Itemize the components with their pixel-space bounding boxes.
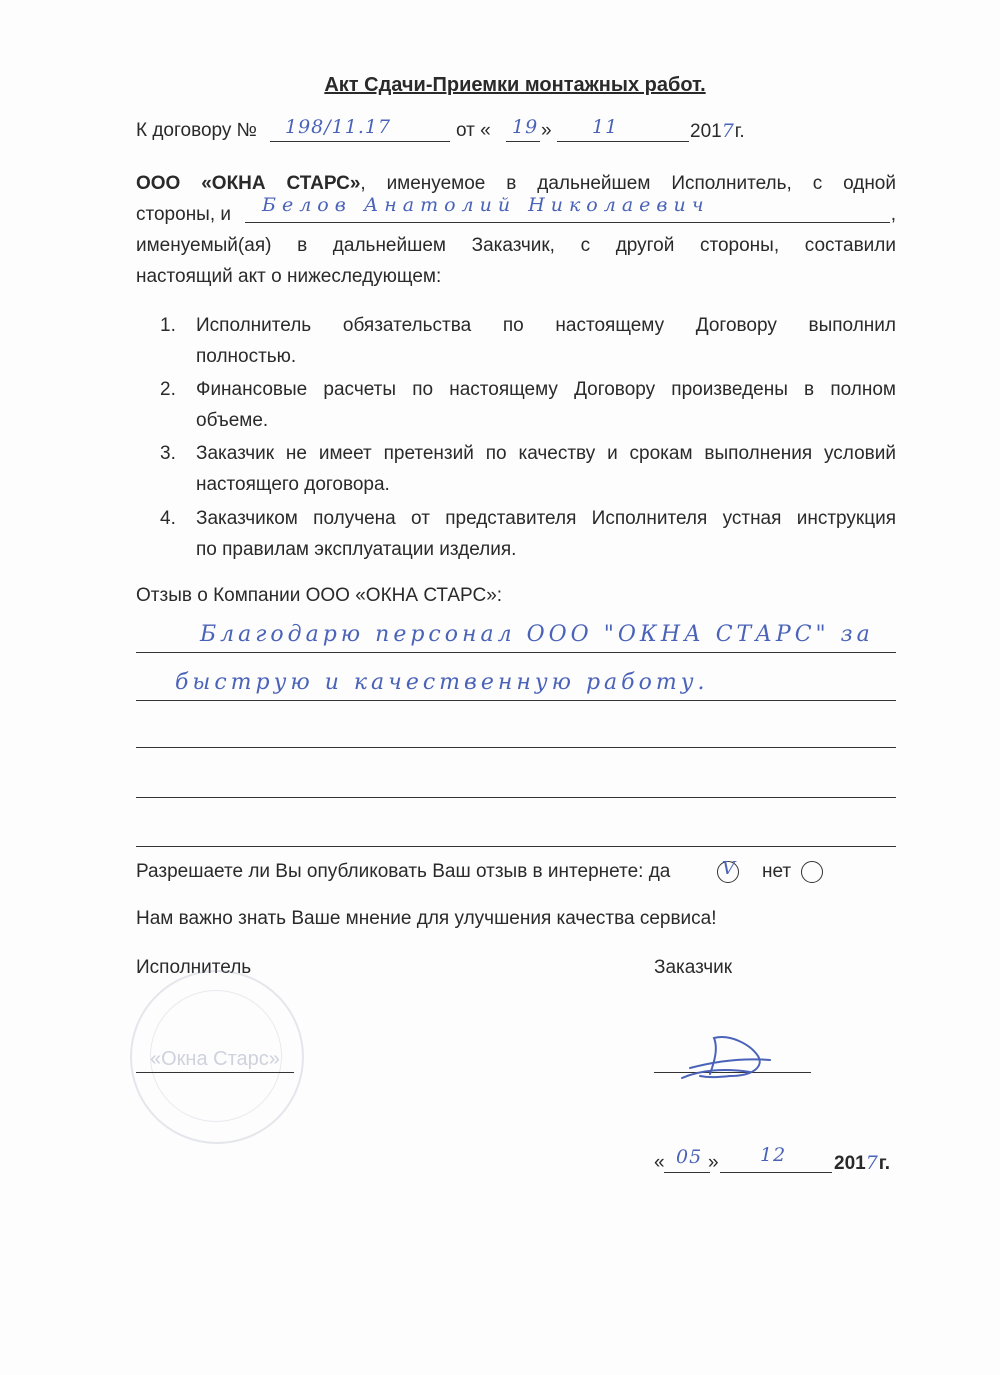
contract-number: 198/11.17 xyxy=(285,116,392,138)
customer-signature xyxy=(670,1030,780,1090)
contract-day-underline xyxy=(506,141,540,142)
review-line-4 xyxy=(136,797,896,798)
review-line-5 xyxy=(136,846,896,847)
contract-month: 11 xyxy=(592,116,619,138)
customer-label: Заказчик xyxy=(654,957,733,978)
review-text-2: быструю и качественную работу. xyxy=(175,670,709,695)
document-page: Акт Сдачи-Приемки монтажных работ. К договору № 198/11.17 от « 19 » 11 2017г. ООО «ОКНА СТАРС», именуемое в дальнейшем Исполнитель, с одной стороны, и , именуемый(ая) в дальнейшем Заказчик, с другой стороны, составили настоящий акт о нижеследующем: Белов Анатолий Николаевич 1. Исполнитель обязательства по настоящему Договору выполнил полностью. 2. Финансовые расчеты по настоящему Договору произведены в полном объеме. 3. Заказчик не имеет претензий по качеству и срокам выполнения условий настоящего договора. 4. Заказчиком получена от представителя Исполнителя устная инструкция по правилам эксплуатации изделия. Отзыв о Компании ООО «ОКНА СТАРС»: Благодарю персонал ООО "ОКНА СТАРС" за быструю и качественную работу. Разрешаете ли Вы опубликовать Ваш отзыв в интернете: да V нет Нам важно знать Ваше мнение для улучшения качества сервиса! Исполнитель Заказчик «Окна Старс» « 05 » 12 2017г. xyxy=(0,0,1000,1375)
review-line-2 xyxy=(136,700,896,701)
parties-line-3: именуемый(ая) в дальнейшем Заказчик, с другой стороны, составили xyxy=(136,235,896,256)
parties-line-2: стороны, и , xyxy=(136,204,896,225)
customer-name-underline xyxy=(245,222,890,223)
stamp-text: «Окна Старс» xyxy=(150,1048,280,1070)
bottom-day: 05 xyxy=(676,1146,703,1168)
review-label: Отзыв о Компании ООО «ОКНА СТАРС»: xyxy=(136,585,503,606)
no-checkbox[interactable] xyxy=(801,861,823,883)
importance-note: Нам важно знать Ваше мнение для улучшения качества сервиса! xyxy=(136,908,717,929)
customer-name: Белов Анатолий Николаевич xyxy=(262,194,710,216)
bottom-month-underline xyxy=(720,1172,832,1173)
bottom-year: 2017г. xyxy=(834,1152,891,1174)
yes-check-mark: V xyxy=(722,858,736,879)
no-label: нет xyxy=(762,861,792,882)
bottom-close-quote: » xyxy=(708,1152,719,1173)
executor-signature-line xyxy=(136,1072,294,1073)
contract-close-quote: » xyxy=(541,120,552,141)
contract-month-underline xyxy=(557,141,689,142)
bottom-day-underline xyxy=(664,1172,710,1173)
parties-paragraph xyxy=(136,168,896,292)
publish-question: Разрешаете ли Вы опубликовать Ваш отзыв в интернете: да xyxy=(136,861,671,882)
review-line-1 xyxy=(136,652,896,653)
executor-label: Исполнитель xyxy=(136,957,252,978)
contract-day: 19 xyxy=(512,116,539,138)
review-text-1: Благодарю персонал ООО "ОКНА СТАРС" за xyxy=(200,622,874,647)
bottom-open-quote: « xyxy=(654,1152,665,1173)
contract-from-label: от « xyxy=(456,120,491,141)
contract-prefix: К договору № xyxy=(136,120,258,141)
review-line-3 xyxy=(136,747,896,748)
parties-line-1: ООО «ОКНА СТАРС», именуемое в дальнейшем Исполнитель, с одной xyxy=(136,173,896,194)
parties-line-4: настоящий акт о нижеследующем: xyxy=(136,266,442,287)
contract-year: 2017г. xyxy=(690,120,745,142)
contract-number-underline xyxy=(270,141,450,142)
document-title: Акт Сдачи-Приемки монтажных работ. xyxy=(324,74,706,96)
bottom-month: 12 xyxy=(760,1144,787,1166)
